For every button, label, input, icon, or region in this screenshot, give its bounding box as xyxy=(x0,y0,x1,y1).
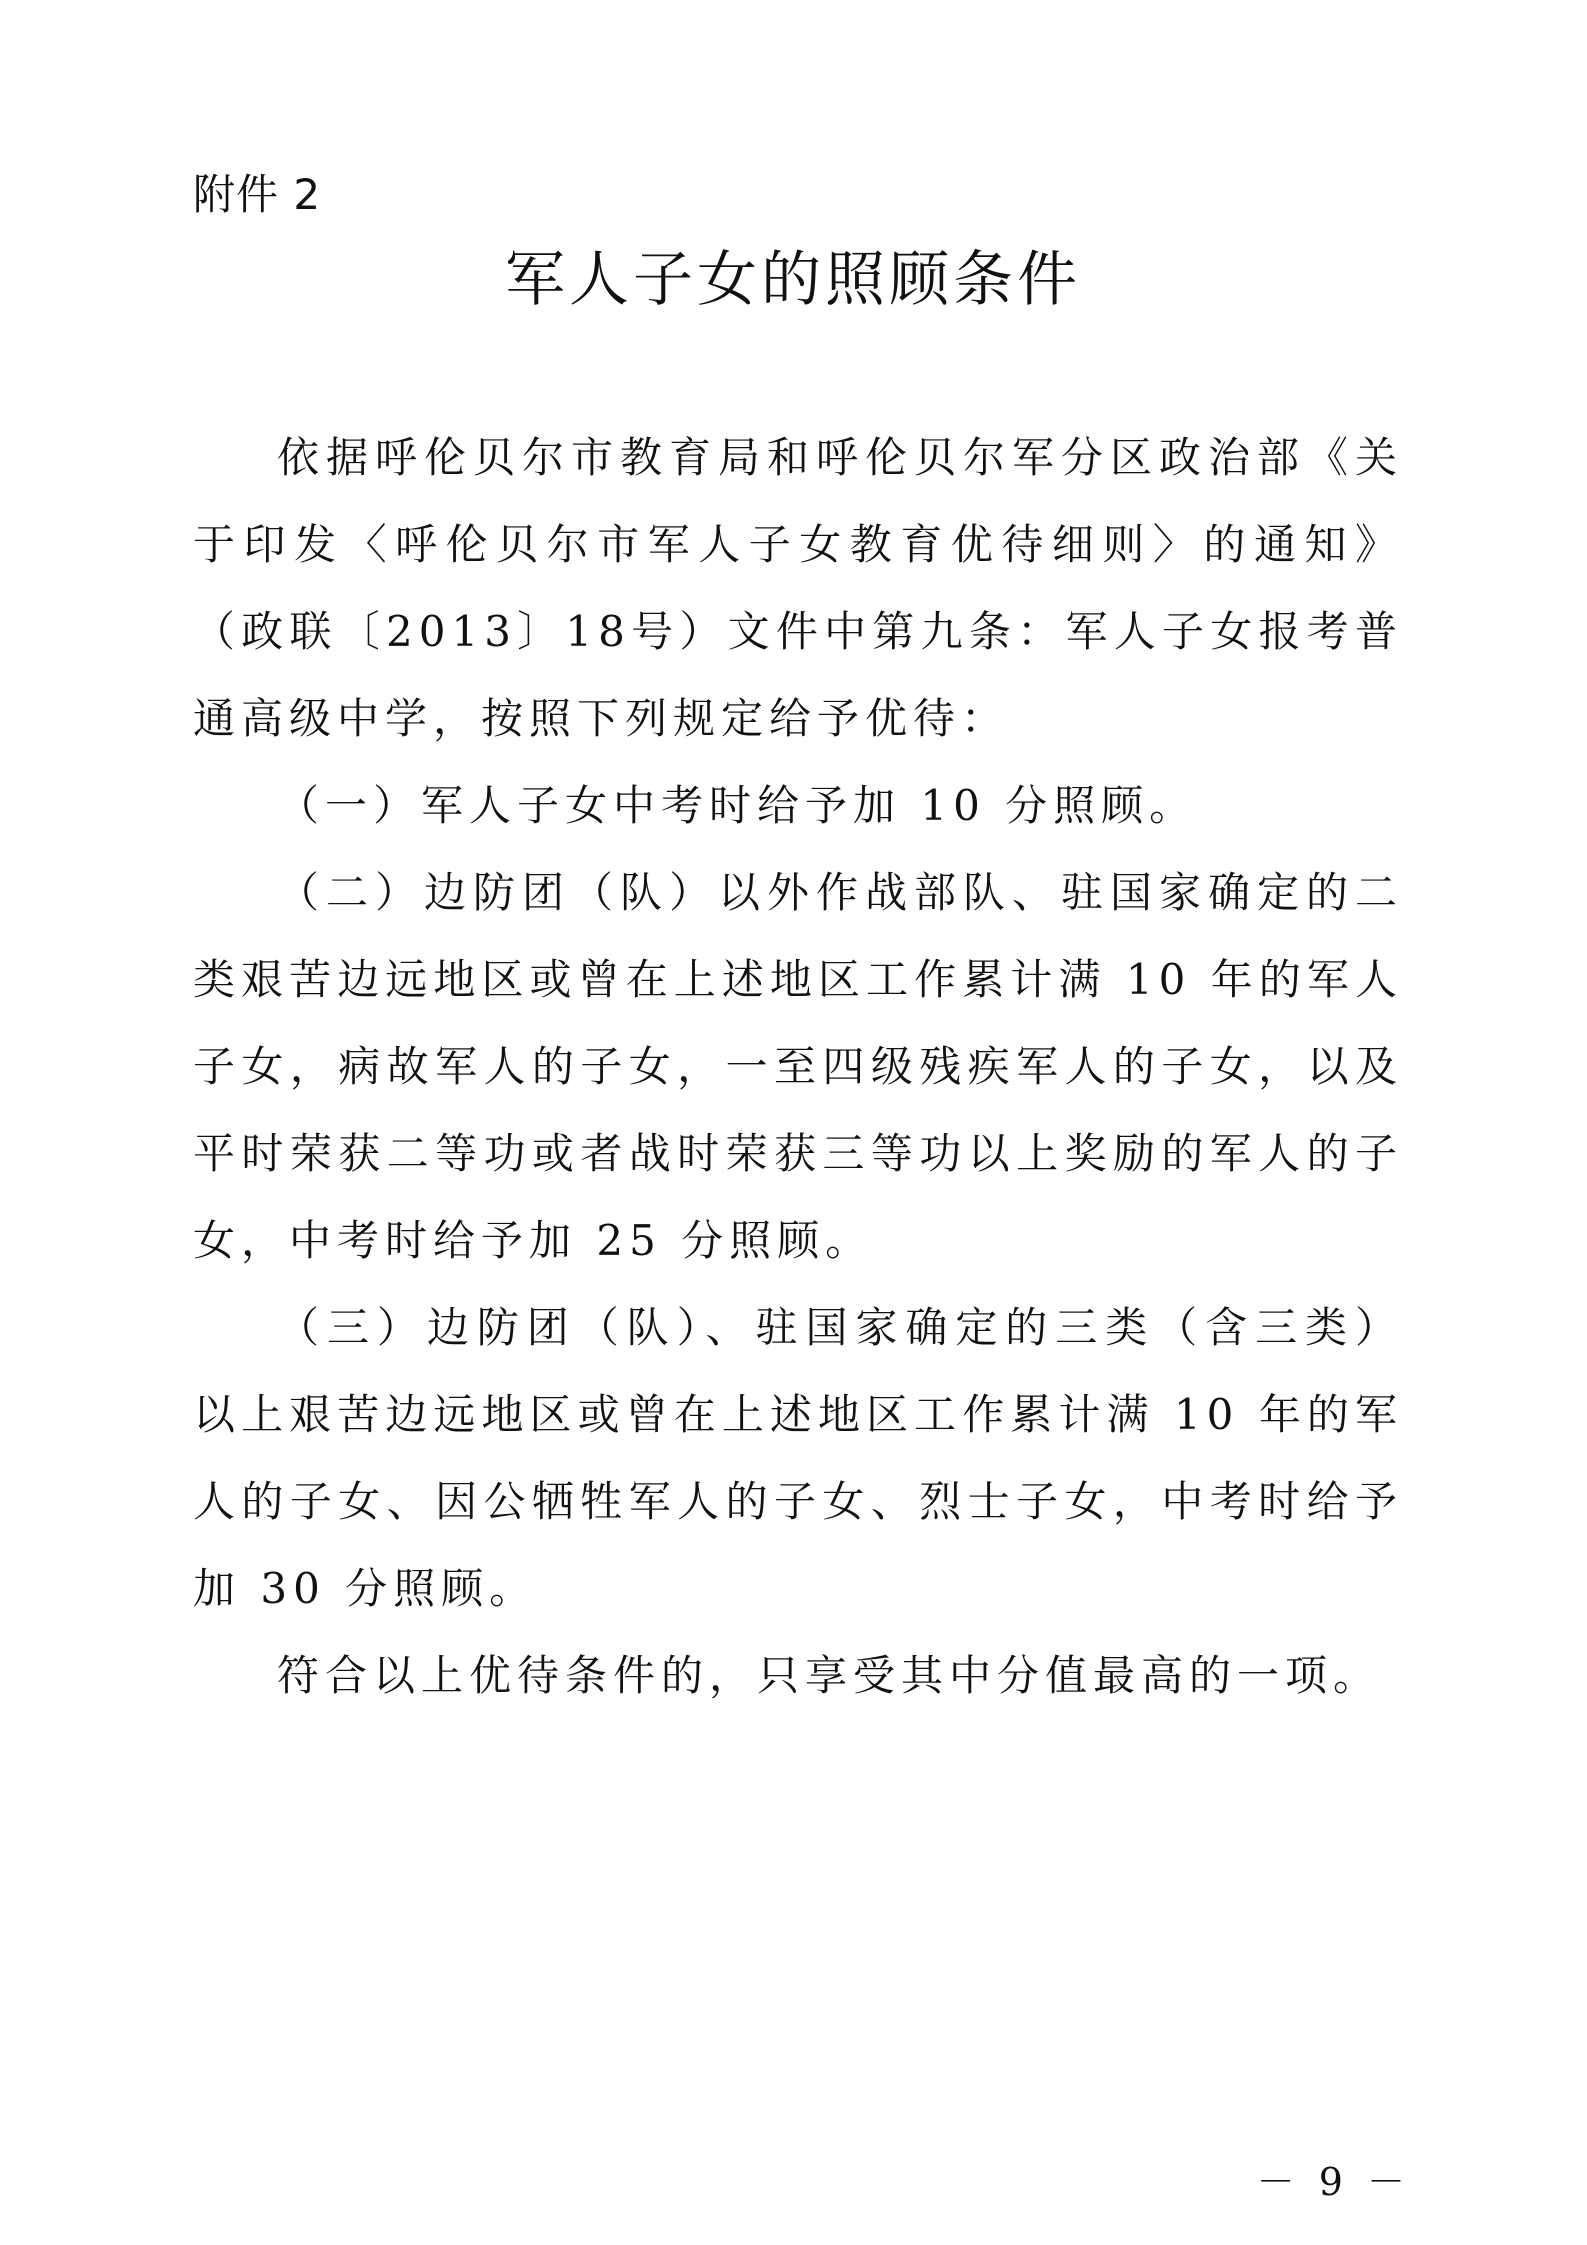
page-number: － 9 － xyxy=(1256,2160,1411,2204)
document-body xyxy=(193,414,1403,1719)
paragraph-item-1: （一）军人子女中考时给予加 10 分照顾。 xyxy=(277,781,1198,830)
attachment-label: 附件 2 xyxy=(193,170,322,219)
paragraph-item-2: （二）边防团（队）以外作战部队、驻国家确定的二类艰苦边远地区或曾在上述地区工作累计满 10 年的军人子女，病故军人的子女，一至四级残疾军人的子女，以及平时荣获二等功或者战时荣获三等功以上奖励的军人的子女，中考时给予加 25 分照顾。 xyxy=(193,868,1403,1265)
document-title: 军人子女的照顾条件 xyxy=(505,245,1081,315)
paragraph-closing: 符合以上优待条件的，只享受其中分值最高的一项。 xyxy=(277,1651,1382,1700)
paragraph-item-3: （三）边防团（队）、驻国家确定的三类（含三类）以上艰苦边远地区或曾在上述地区工作累计满 10 年的军人的子女、因公牺牲军人的子女、烈士子女，中考时给予加 30 分照顾。 xyxy=(193,1303,1403,1613)
paragraph-intro: 依据呼伦贝尔市教育局和呼伦贝尔军分区政治部《关于印发〈呼伦贝尔市军人子女教育优待细则〉的通知》（政联〔2013〕18号）文件中第九条：军人子女报考普通高级中学，按照下列规定给予优待： xyxy=(193,433,1403,743)
